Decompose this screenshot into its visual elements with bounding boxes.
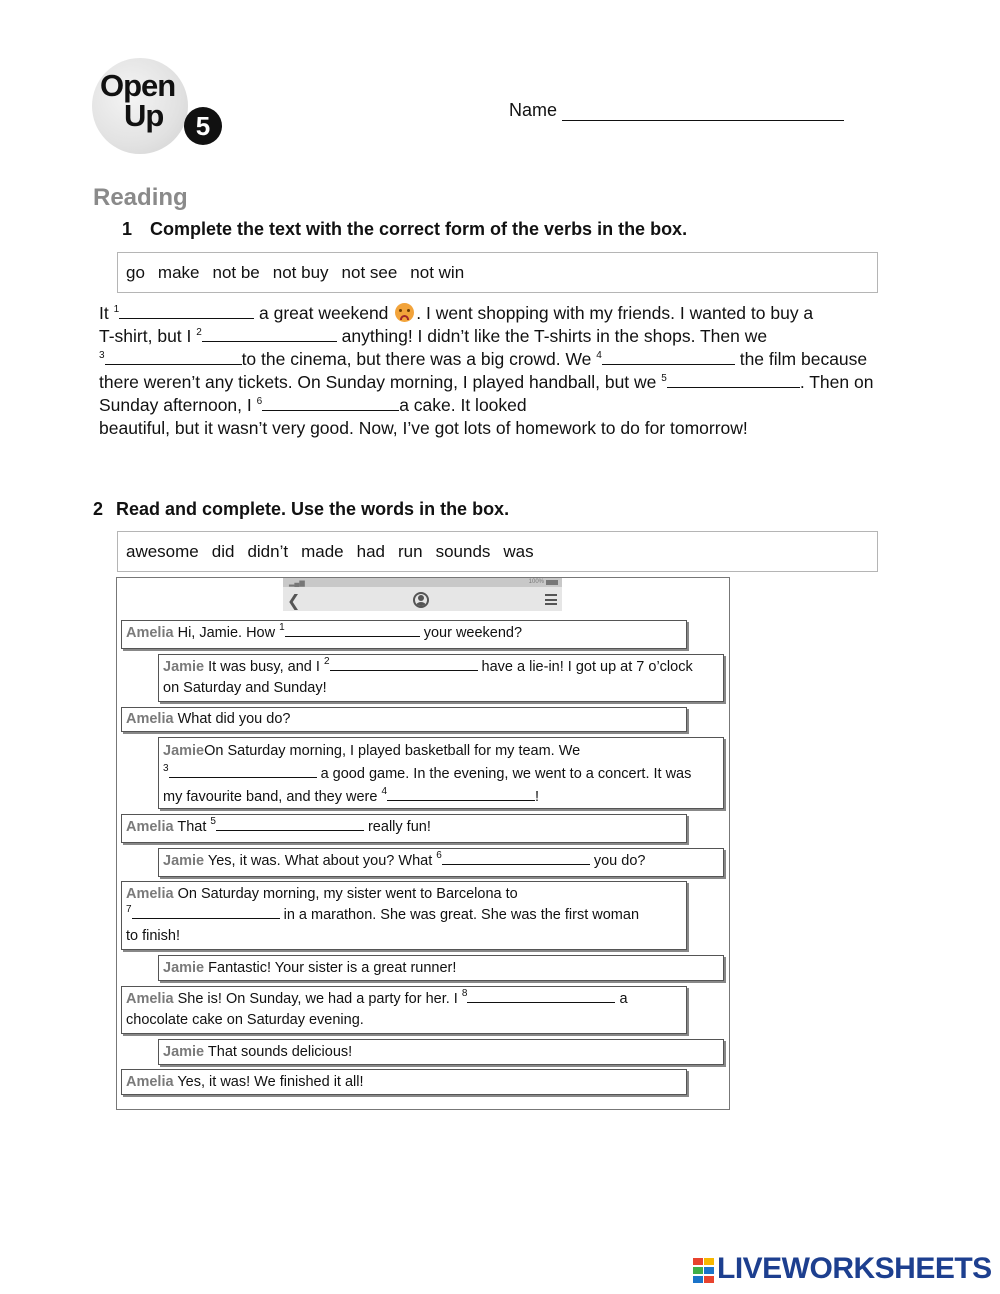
text: a good game. In the evening, we went to a concert. It was [316,766,692,782]
answer-blank-1[interactable] [119,302,254,319]
answer-blank-3[interactable] [105,348,242,365]
liveworksheets-brand[interactable]: LIVEWORKSHEETS [717,1252,992,1285]
word-box-item: make [157,262,200,282]
gap-number: 5 [210,816,216,827]
speaker-name: Jamie [163,1044,205,1060]
liveworksheets-logo-icon [693,1258,715,1283]
back-arrow-icon[interactable]: ❮ [287,593,301,610]
chat-message-jamie [158,1039,724,1065]
answer-blank-8[interactable] [467,989,615,1003]
text: a [615,991,628,1007]
battery-icon [546,580,558,585]
speaker-name: Amelia [126,625,174,641]
speaker-name: Jamie [163,659,205,675]
gap-number: 4 [596,350,602,361]
chat-message-amelia [121,814,687,843]
gap-number: 1 [113,304,120,315]
gap-number: 7 [126,904,132,915]
chat-message-amelia [121,707,687,732]
exercise1-instruction: Complete the text with the correct form of the verbs in the box. [150,219,688,239]
chat-message-jamie [158,955,724,981]
logo-number: 5 [184,107,222,145]
gap-number: 2 [323,656,330,667]
word-box-item: was [503,541,534,561]
word-box-item: not be [212,262,260,282]
text: anything! I didn’t like the T-shirts in the shops. Then we [336,326,768,346]
word-box-item: not win [410,262,465,282]
text: On Saturday morning, I played basketball for my team. We [204,743,581,759]
gap-number: 1 [279,622,285,633]
text: . Then on [799,372,874,392]
gap-number: 5 [661,373,667,384]
word-box-item: awesome [126,541,199,561]
text: Fantastic! Your sister is a great runner! [208,960,457,976]
text: She is! On Sunday, we had a party for her. I [177,991,462,1007]
chat-message-amelia [121,986,687,1034]
answer-blank-6[interactable] [262,394,399,411]
text: It was busy, and I [208,659,324,675]
text: there weren’t any tickets. On Sunday morning, I played handball, but we [99,372,662,392]
gap-number: 8 [461,988,468,999]
chat-message-jamie [158,654,724,702]
text: beautiful, but it wasn’t very good. Now, I’ve got lots of homework to do for tomorrow! [99,418,748,438]
gap-number: 6 [256,396,263,407]
text: to the cinema, but there was a big crowd. We [241,349,597,369]
signal-icon: ▂▄▆ [289,580,305,587]
gap-number: 3 [99,350,105,361]
exercise1-paragraph [99,302,899,440]
speaker-name: Amelia [126,819,174,835]
answer-blank-5[interactable] [216,817,364,831]
gap-number: 4 [381,786,387,797]
text: That [177,819,211,835]
text: . I went shopping with my friends. I wanted to buy a [416,303,814,323]
answer-blank-3[interactable] [169,764,317,778]
text: in a marathon. She was great. She was the first woman [279,907,640,923]
speaker-name: Jamie [163,853,205,869]
word-box-item: run [398,541,423,561]
exercise2-word-box [117,531,878,572]
speaker-name: Amelia [126,711,174,727]
word-box-item: go [126,262,145,282]
text: to finish! [126,928,180,944]
text: really fun! [363,819,431,835]
name-label: Name [509,100,558,120]
answer-blank-1[interactable] [285,623,420,637]
section-heading: Reading [93,184,188,211]
text: my favourite band, and they were [163,789,382,805]
speaker-name: Jamie [163,743,205,759]
word-box-item: not buy [272,262,329,282]
text: It [99,303,114,323]
chat-message-amelia [121,1069,687,1095]
answer-blank-4[interactable] [387,787,535,801]
profile-icon[interactable] [413,592,429,608]
word-box-item: didn’t [247,541,289,561]
text: you do? [589,853,646,869]
phone-status-bar [283,578,562,587]
speaker-name: Amelia [126,1074,174,1090]
exercise1-word-box [117,252,878,293]
answer-blank-5[interactable] [667,371,800,388]
answer-blank-7[interactable] [132,905,280,919]
text: have a lie-in! I got up at 7 o’clock [477,659,693,675]
text: That sounds delicious! [207,1044,353,1060]
chat-message-amelia [121,620,687,649]
name-field-line[interactable] [562,120,844,121]
word-box-item: did [211,541,235,561]
logo-word-open: Open [100,68,176,103]
answer-blank-2[interactable] [202,325,337,342]
gap-number: 2 [196,327,202,338]
word-box-item: sounds [435,541,491,561]
text: a great weekend [254,303,394,323]
text: What did you do? [177,711,291,727]
text: Yes, it was. What about you? What [207,853,437,869]
text: Hi, Jamie. How [177,625,280,641]
chat-message-jamie [158,848,724,877]
word-box-item: made [301,541,344,561]
exercise1-number: 1 [122,219,133,239]
text: a cake. It looked [399,395,527,415]
exercise2-number: 2 [93,499,104,519]
text: your weekend? [419,625,523,641]
answer-blank-6[interactable] [442,851,590,865]
chat-message-jamie [158,737,724,809]
logo-word-up: Up [124,98,164,133]
text: ! [535,789,540,805]
word-box-item: not see [341,262,398,282]
speaker-name: Amelia [126,886,174,902]
text: chocolate cake on Saturday evening. [126,1012,364,1028]
text: On Saturday morning, my sister went to Barcelona to [177,886,518,902]
answer-blank-4[interactable] [602,348,735,365]
text: on Saturday and Sunday! [163,680,327,696]
chat-message-amelia [121,881,687,950]
text: Sunday afternoon, I [99,395,257,415]
gap-number: 3 [163,763,169,774]
menu-icon[interactable] [545,594,557,605]
gap-number: 6 [436,850,442,861]
exercise2-instruction: Read and complete. Use the words in the box. [116,499,510,519]
speaker-name: Jamie [163,960,205,976]
answer-blank-2[interactable] [330,657,478,671]
battery-label: 100% [528,579,544,585]
text: Yes, it was! We finished it all! [177,1074,364,1090]
word-box-item: had [356,541,385,561]
text: T-shirt, but I [99,326,197,346]
speaker-name: Amelia [126,991,174,1007]
sad-face-icon [395,303,414,322]
text: the film because [734,349,868,369]
